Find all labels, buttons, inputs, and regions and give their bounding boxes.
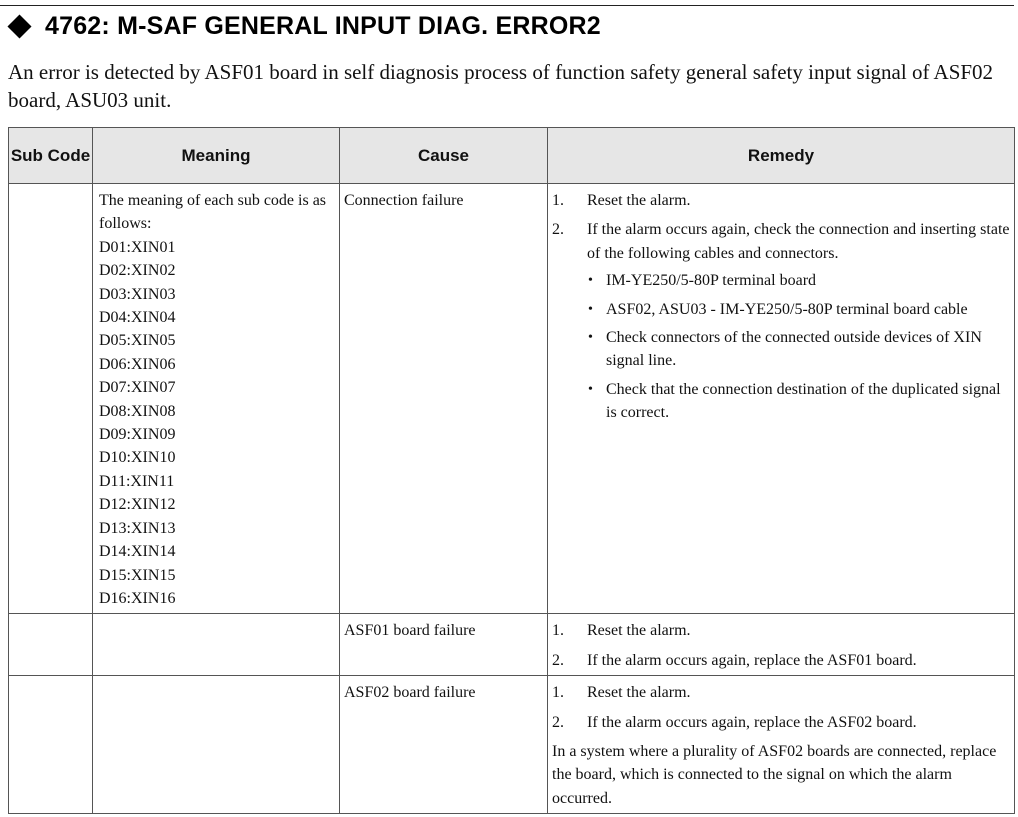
header-cause: Cause [340,128,548,184]
step-text: If the alarm occurs again, replace the ASF01 board. [587,651,917,669]
diamond-bullet-icon [7,14,31,38]
bullet-dot-icon: • [588,273,593,289]
list-item [588,378,1010,425]
meaning-item: D08:XIN08 [99,402,176,420]
table-row [9,614,1015,676]
list-item [588,269,1010,292]
alarm-table [8,127,1015,814]
meaning-intro: The meaning of each sub code is as follows: [99,192,327,233]
bullet-dot-icon: • [588,330,593,346]
step-number: 1. [552,684,564,702]
meaning-list [99,236,335,611]
meaning-cell [93,676,340,814]
meaning-item: D14:XIN14 [99,543,176,561]
step-text: If the alarm occurs again, check the connection and inserting state of the following cables and connectors. [587,221,1010,262]
remedy-step [552,711,1010,734]
table-row [9,184,1015,614]
remedy-step [552,649,1010,672]
meaning-item: D05:XIN05 [99,332,176,350]
remedy-step [552,681,1010,704]
header-sub-code: Sub Code [9,128,93,184]
step-text: Reset the alarm. [587,192,691,209]
table-header-row [9,128,1015,184]
bullet-dot-icon: • [588,381,593,397]
list-item [588,326,1010,373]
meaning-item: D09:XIN09 [99,426,176,444]
step-number: 2. [552,713,564,731]
heading-title: 4762: M-SAF GENERAL INPUT DIAG. ERROR2 [45,12,601,40]
bullet-text: ASF02, ASU03 - IM-YE250/5-80P terminal board cable [606,300,968,318]
meaning-item: D15:XIN15 [99,566,176,584]
step-text: Reset the alarm. [587,622,691,640]
meaning-item: D10:XIN10 [99,449,176,467]
meaning-cell [93,184,340,614]
step-number: 2. [552,221,564,239]
step-text: If the alarm occurs again, replace the ASF02 board. [587,713,917,731]
bullet-text: Check that the connection destination of the duplicated signal is correct. [606,380,1001,422]
sub-code-cell [9,676,93,814]
remedy-cell [548,614,1015,676]
sub-code-cell [9,614,93,676]
bullet-dot-icon: • [588,301,593,317]
step-text: Reset the alarm. [587,684,691,702]
meaning-item: D06:XIN06 [99,355,176,373]
step-number: 2. [552,651,564,669]
cause-cell: Connection failure [340,184,548,614]
section-heading [7,12,601,41]
remedy-note: In a system where a plurality of ASF02 boards are connected, replace the board, which is connected to the signal on which the alarm occurred. [552,742,997,807]
cause-cell: ASF02 board failure [340,676,548,814]
intro-paragraph: An error is detected by ASF01 board in self diagnosis process of function safety general safety input signal of ASF02 board, ASU03 unit. [8,60,994,112]
sub-code-cell [9,184,93,614]
meaning-item: D02:XIN02 [99,262,176,280]
meaning-item: D12:XIN12 [99,496,176,514]
list-item [588,298,1010,321]
remedy-cell [548,184,1015,614]
header-remedy: Remedy [548,128,1015,184]
remedy-step [552,619,1010,642]
meaning-item: D01:XIN01 [99,238,176,256]
bullet-text: Check connectors of the connected outside devices of XIN signal line. [606,329,982,370]
table-row [9,676,1015,814]
cause-cell: ASF01 board failure [340,614,548,676]
remedy-cell [548,676,1015,814]
meaning-item: D11:XIN11 [99,472,175,490]
meaning-item: D13:XIN13 [99,519,176,537]
header-meaning: Meaning [93,128,340,184]
meaning-item: D03:XIN03 [99,285,176,303]
bullet-text: IM-YE250/5-80P terminal board [606,272,817,290]
remedy-step [552,189,1010,212]
top-rule [0,5,1014,6]
meaning-item: D07:XIN07 [99,379,176,397]
remedy-bullet-list [588,269,1010,424]
step-number: 1. [552,192,564,209]
meaning-item: D16:XIN16 [99,589,176,607]
meaning-item: D04:XIN04 [99,309,176,327]
remedy-step [552,218,1010,265]
step-number: 1. [552,622,564,640]
meaning-cell [93,614,340,676]
